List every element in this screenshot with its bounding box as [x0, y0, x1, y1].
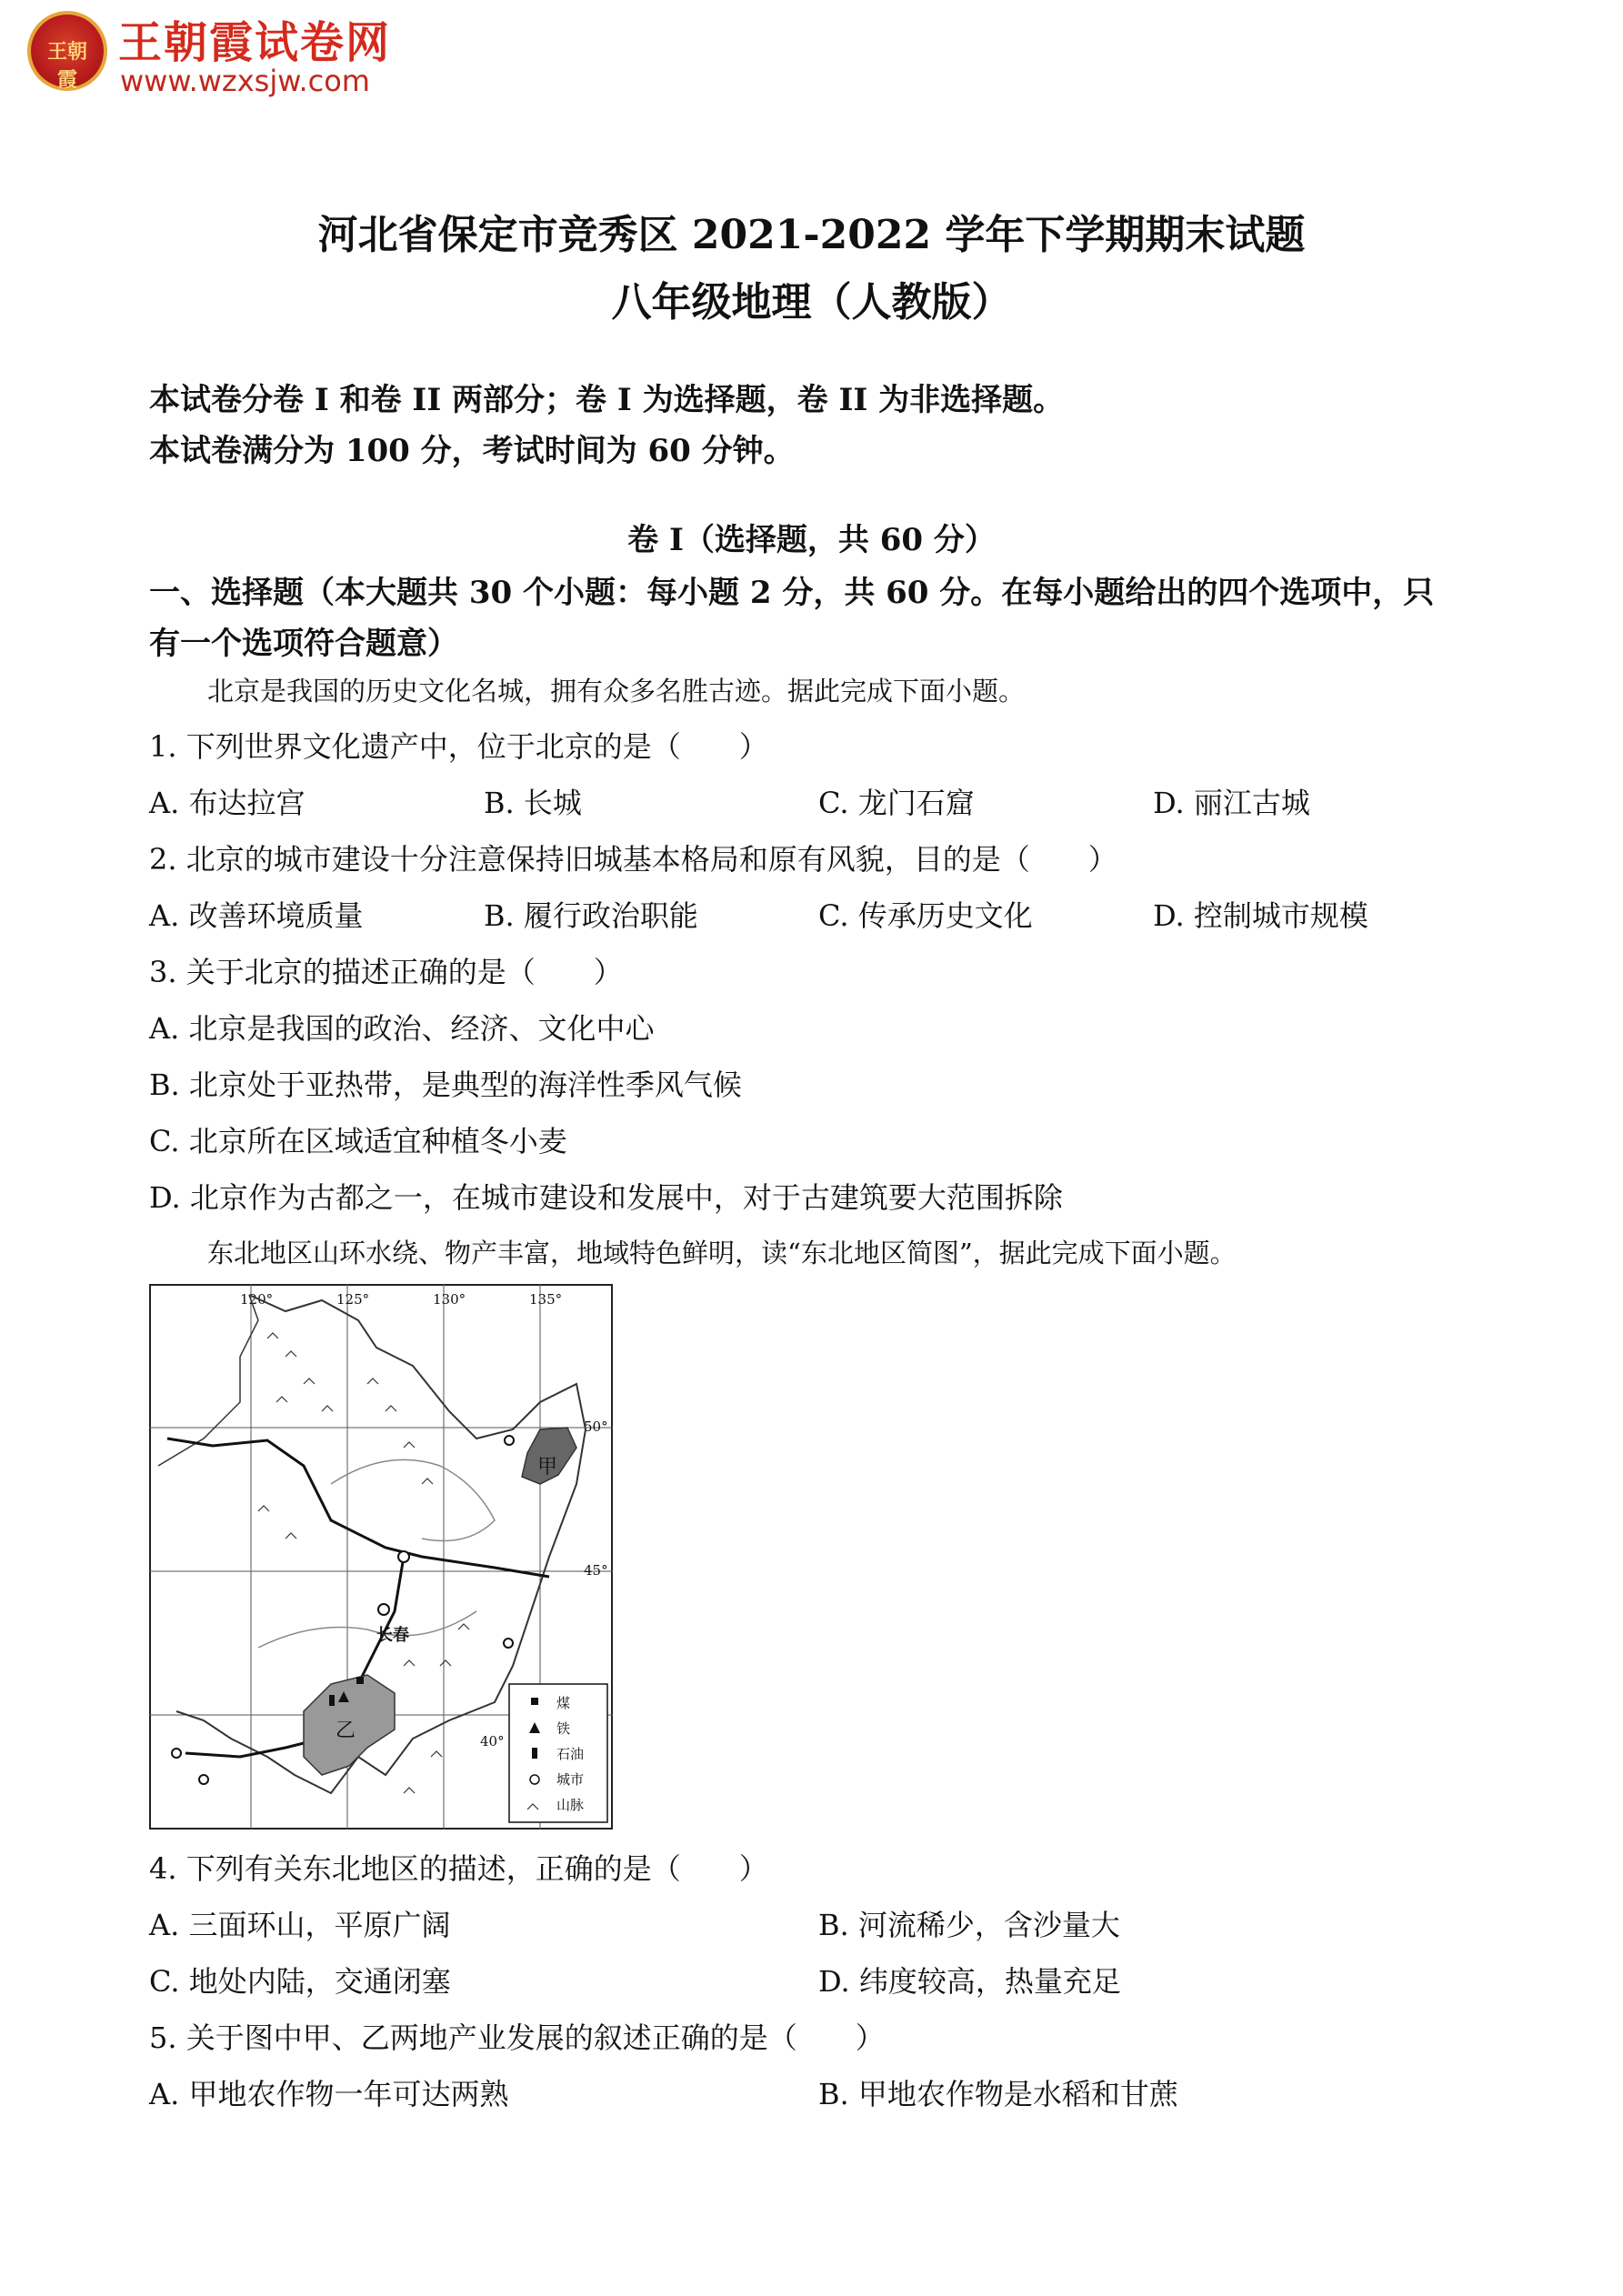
lon-label-120: 120° — [240, 1291, 274, 1308]
passage-2: 东北地区山环水绕、物产丰富，地域特色鲜明，读“东北地区简图”，据此完成下面小题。 — [207, 1238, 1237, 1268]
instruction-line-1: 本试卷分卷 I 和卷 II 两部分；卷 I 为选择题，卷 II 为非选择题。 — [149, 382, 1065, 418]
legend-coal-symbol — [531, 1698, 538, 1705]
city-southwest — [199, 1775, 208, 1784]
lat-label-50: 50° — [584, 1419, 608, 1435]
brand-name: 王朝霞试卷网 — [118, 17, 392, 68]
question-1-stem: 1. 下列世界文化遗产中，位于北京的是（ ） — [149, 729, 768, 764]
q1-option-a: A. 布达拉宫 — [149, 786, 306, 820]
city-jiamusi — [505, 1436, 514, 1445]
page-title: 河北省保定市竞秀区 2021-2022 学年下学期期末试题 — [317, 212, 1306, 258]
q2-option-d: D. 控制城市规模 — [1153, 898, 1368, 933]
northeast-china-map — [149, 1284, 613, 1830]
q1-option-c: C. 龙门石窟 — [818, 786, 975, 820]
section-heading: 卷 I（选择题，共 60 分） — [627, 522, 996, 558]
q4-option-d: D. 纬度较高，热量充足 — [818, 1964, 1121, 1999]
legend-coal: 煤 — [556, 1695, 571, 1711]
q2-option-b: B. 履行政治职能 — [484, 898, 698, 933]
brand-logo-text: 王朝霞 — [46, 40, 87, 92]
question-3-stem: 3. 关于北京的描述正确的是（ ） — [149, 955, 623, 989]
legend-oil-symbol — [532, 1748, 537, 1759]
q5-option-b: B. 甲地农作物是水稻和甘蔗 — [818, 2077, 1178, 2111]
region-yi-label: 乙 — [336, 1719, 356, 1742]
legend-mountain: 山脉 — [556, 1797, 585, 1813]
page-subtitle: 八年级地理（人教版） — [611, 279, 1012, 326]
region-jia-label: 甲 — [537, 1456, 558, 1479]
legend-city: 城市 — [556, 1771, 585, 1788]
passage-1: 北京是我国的历史文化名城，拥有众多名胜古迹。据此完成下面小题。 — [207, 676, 1026, 707]
lat-label-40: 40° — [480, 1733, 505, 1750]
lon-label-130: 130° — [433, 1291, 466, 1308]
legend-oil: 石油 — [556, 1746, 585, 1762]
question-2-stem: 2. 北京的城市建设十分注意保持旧城基本格局和原有风貌，目的是（ ） — [149, 842, 1117, 877]
q3-option-b: B. 北京处于亚热带，是典型的海洋性季风气候 — [149, 1068, 742, 1102]
lon-label-125: 125° — [336, 1291, 370, 1308]
q1-option-b: B. 长城 — [484, 786, 582, 820]
city-west — [172, 1749, 181, 1758]
question-5-stem: 5. 关于图中甲、乙两地产业发展的叙述正确的是（ ） — [149, 2020, 885, 2055]
city-jilin — [504, 1639, 513, 1648]
q3-option-c: C. 北京所在区域适宜种植冬小麦 — [149, 1124, 567, 1158]
city-changchun-marker — [378, 1604, 389, 1615]
q2-option-c: C. 传承历史文化 — [818, 898, 1033, 933]
q4-option-b: B. 河流稀少，含沙量大 — [818, 1908, 1120, 1942]
legend-iron: 铁 — [556, 1720, 571, 1737]
q3-option-a: A. 北京是我国的政治、经济、文化中心 — [149, 1011, 655, 1046]
q1-option-d: D. 丽江古城 — [1153, 786, 1310, 820]
city-changchun-label: 长春 — [376, 1626, 409, 1645]
question-4-stem: 4. 下列有关东北地区的描述，正确的是（ ） — [149, 1851, 768, 1886]
oil-symbol — [329, 1695, 335, 1706]
legend-city-symbol — [530, 1775, 539, 1784]
coal-symbol — [356, 1677, 364, 1684]
city-harbin — [398, 1551, 409, 1562]
q4-option-c: C. 地处内陆，交通闭塞 — [149, 1964, 451, 1999]
lon-label-135: 135° — [529, 1291, 563, 1308]
part-instruction-1: 一、选择题（本大题共 30 个小题：每小题 2 分，共 60 分。在每小题给出的四个选项中，只 — [149, 575, 1435, 611]
q5-option-a: A. 甲地农作物一年可达两熟 — [149, 2077, 509, 2111]
q2-option-a: A. 改善环境质量 — [149, 898, 364, 933]
q3-option-d: D. 北京作为古都之一，在城市建设和发展中，对于古建筑要大范围拆除 — [149, 1180, 1063, 1215]
part-instruction-2: 有一个选项符合题意） — [149, 626, 458, 662]
lat-label-45: 45° — [584, 1562, 608, 1579]
q4-option-a: A. 三面环山，平原广阔 — [149, 1908, 451, 1942]
brand-url[interactable]: www.wzxsjw.com — [120, 64, 370, 98]
instruction-line-2: 本试卷满分为 100 分，考试时间为 60 分钟。 — [149, 433, 795, 469]
